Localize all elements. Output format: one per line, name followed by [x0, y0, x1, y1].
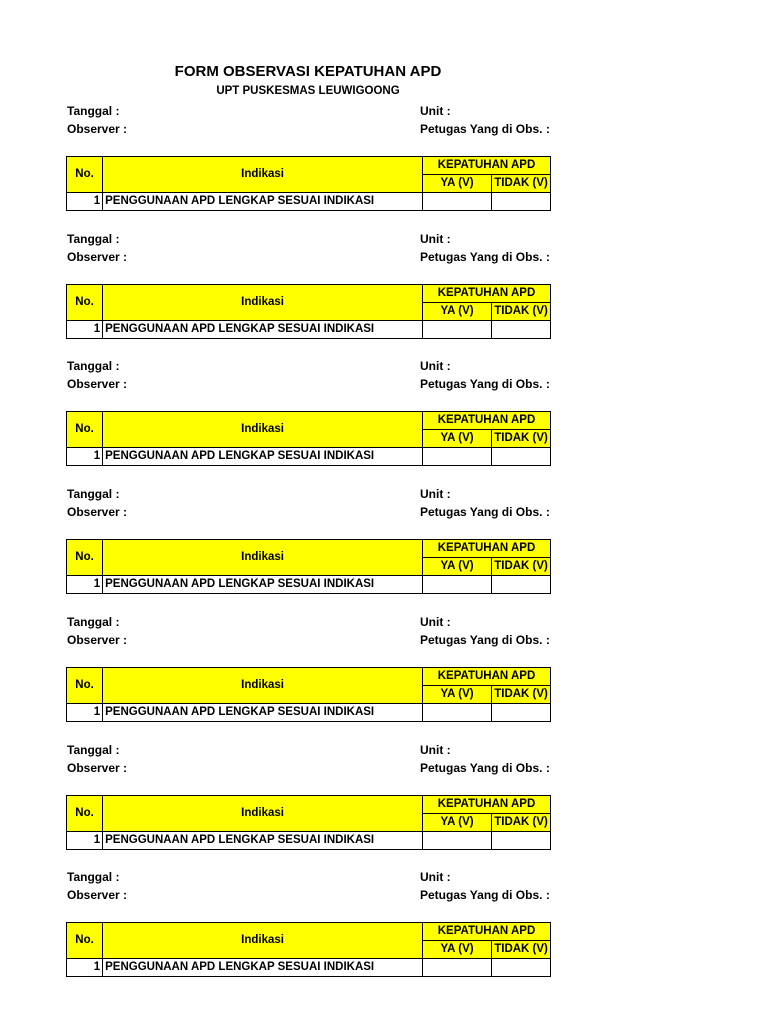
- cell-ya[interactable]: [423, 959, 492, 977]
- observer-label: Observer :: [67, 888, 128, 902]
- cell-tidak[interactable]: [492, 704, 551, 722]
- tanggal-label: Tanggal :: [67, 104, 120, 118]
- kepatuhan-table: [66, 539, 551, 594]
- tanggal-label: Tanggal :: [67, 232, 120, 246]
- kepatuhan-table: [66, 156, 551, 211]
- form-title: FORM OBSERVASI KEPATUHAN APD: [174, 63, 442, 80]
- kepatuhan-table: [66, 411, 551, 466]
- petugas-label: Petugas Yang di Obs. :: [420, 250, 550, 264]
- table-row: [67, 959, 551, 977]
- row-indikasi: PENGGUNAAN APD LENGKAP SESUAI INDIKASI: [103, 576, 423, 594]
- header-no: No.: [67, 540, 103, 576]
- header-tidak: TIDAK (V): [492, 303, 551, 321]
- petugas-label: Petugas Yang di Obs. :: [420, 888, 550, 902]
- header-ya: YA (V): [423, 686, 492, 704]
- header-no: No.: [67, 668, 103, 704]
- unit-label: Unit :: [420, 743, 451, 757]
- petugas-label: Petugas Yang di Obs. :: [420, 633, 550, 647]
- header-no: No.: [67, 285, 103, 321]
- table-row: [67, 832, 551, 850]
- cell-tidak[interactable]: [492, 576, 551, 594]
- header-tidak: TIDAK (V): [492, 558, 551, 576]
- tanggal-label: Tanggal :: [67, 615, 120, 629]
- header-indikasi: Indikasi: [103, 540, 423, 576]
- kepatuhan-table: [66, 922, 551, 977]
- tanggal-label: Tanggal :: [67, 487, 120, 501]
- observation-form-block: [0, 104, 768, 232]
- cell-ya[interactable]: [423, 193, 492, 211]
- petugas-label: Petugas Yang di Obs. :: [420, 377, 550, 391]
- petugas-label: Petugas Yang di Obs. :: [420, 761, 550, 775]
- row-indikasi: PENGGUNAAN APD LENGKAP SESUAI INDIKASI: [103, 832, 423, 850]
- cell-ya[interactable]: [423, 576, 492, 594]
- table-row: [67, 576, 551, 594]
- row-indikasi: PENGGUNAAN APD LENGKAP SESUAI INDIKASI: [103, 704, 423, 722]
- table-row: [67, 704, 551, 722]
- petugas-label: Petugas Yang di Obs. :: [420, 505, 550, 519]
- observer-label: Observer :: [67, 377, 128, 391]
- cell-tidak[interactable]: [492, 832, 551, 850]
- row-number: 1: [67, 193, 103, 211]
- observation-form-block: [0, 615, 768, 743]
- row-number: 1: [67, 321, 103, 339]
- cell-ya[interactable]: [423, 448, 492, 466]
- kepatuhan-table: [66, 795, 551, 850]
- row-number: 1: [67, 704, 103, 722]
- header-tidak: TIDAK (V): [492, 941, 551, 959]
- unit-label: Unit :: [420, 487, 451, 501]
- header-kepatuhan-apd: KEPATUHAN APD: [423, 668, 551, 686]
- petugas-label: Petugas Yang di Obs. :: [420, 122, 550, 136]
- header-kepatuhan-apd: KEPATUHAN APD: [423, 285, 551, 303]
- cell-ya[interactable]: [423, 832, 492, 850]
- header-kepatuhan-apd: KEPATUHAN APD: [423, 412, 551, 430]
- table-row: [67, 321, 551, 339]
- row-number: 1: [67, 576, 103, 594]
- cell-tidak[interactable]: [492, 193, 551, 211]
- cell-tidak[interactable]: [492, 959, 551, 977]
- header-indikasi: Indikasi: [103, 157, 423, 193]
- observer-label: Observer :: [67, 633, 128, 647]
- header-tidak: TIDAK (V): [492, 814, 551, 832]
- tanggal-label: Tanggal :: [67, 359, 120, 373]
- row-number: 1: [67, 448, 103, 466]
- unit-label: Unit :: [420, 615, 451, 629]
- header-kepatuhan-apd: KEPATUHAN APD: [423, 796, 551, 814]
- row-indikasi: PENGGUNAAN APD LENGKAP SESUAI INDIKASI: [103, 321, 423, 339]
- kepatuhan-table: [66, 667, 551, 722]
- unit-label: Unit :: [420, 359, 451, 373]
- observation-form-block: [0, 870, 768, 998]
- observation-form-block: [0, 487, 768, 615]
- header-indikasi: Indikasi: [103, 668, 423, 704]
- header-tidak: TIDAK (V): [492, 175, 551, 193]
- table-row: [67, 448, 551, 466]
- row-indikasi: PENGGUNAAN APD LENGKAP SESUAI INDIKASI: [103, 193, 423, 211]
- header-ya: YA (V): [423, 430, 492, 448]
- table-row: [67, 193, 551, 211]
- cell-ya[interactable]: [423, 321, 492, 339]
- row-indikasi: PENGGUNAAN APD LENGKAP SESUAI INDIKASI: [103, 448, 423, 466]
- cell-tidak[interactable]: [492, 321, 551, 339]
- observer-label: Observer :: [67, 761, 128, 775]
- unit-label: Unit :: [420, 870, 451, 884]
- observer-label: Observer :: [67, 122, 128, 136]
- unit-label: Unit :: [420, 232, 451, 246]
- row-number: 1: [67, 959, 103, 977]
- form-subtitle: UPT PUSKESMAS LEUWIGOONG: [216, 85, 400, 97]
- header-indikasi: Indikasi: [103, 285, 423, 321]
- header-tidak: TIDAK (V): [492, 686, 551, 704]
- header-ya: YA (V): [423, 558, 492, 576]
- observation-form-block: [0, 232, 768, 360]
- observation-form-block: [0, 743, 768, 871]
- header-kepatuhan-apd: KEPATUHAN APD: [423, 157, 551, 175]
- header-ya: YA (V): [423, 303, 492, 321]
- observation-form-block: [0, 359, 768, 487]
- header-kepatuhan-apd: KEPATUHAN APD: [423, 540, 551, 558]
- header-indikasi: Indikasi: [103, 796, 423, 832]
- row-number: 1: [67, 832, 103, 850]
- observer-label: Observer :: [67, 505, 128, 519]
- kepatuhan-table: [66, 284, 551, 339]
- header-ya: YA (V): [423, 814, 492, 832]
- header-tidak: TIDAK (V): [492, 430, 551, 448]
- cell-ya[interactable]: [423, 704, 492, 722]
- header-kepatuhan-apd: KEPATUHAN APD: [423, 923, 551, 941]
- unit-label: Unit :: [420, 104, 451, 118]
- tanggal-label: Tanggal :: [67, 870, 120, 884]
- cell-tidak[interactable]: [492, 448, 551, 466]
- header-ya: YA (V): [423, 175, 492, 193]
- row-indikasi: PENGGUNAAN APD LENGKAP SESUAI INDIKASI: [103, 959, 423, 977]
- header-no: No.: [67, 923, 103, 959]
- header-no: No.: [67, 412, 103, 448]
- observer-label: Observer :: [67, 250, 128, 264]
- header-no: No.: [67, 796, 103, 832]
- header-indikasi: Indikasi: [103, 923, 423, 959]
- header-ya: YA (V): [423, 941, 492, 959]
- tanggal-label: Tanggal :: [67, 743, 120, 757]
- header-no: No.: [67, 157, 103, 193]
- header-indikasi: Indikasi: [103, 412, 423, 448]
